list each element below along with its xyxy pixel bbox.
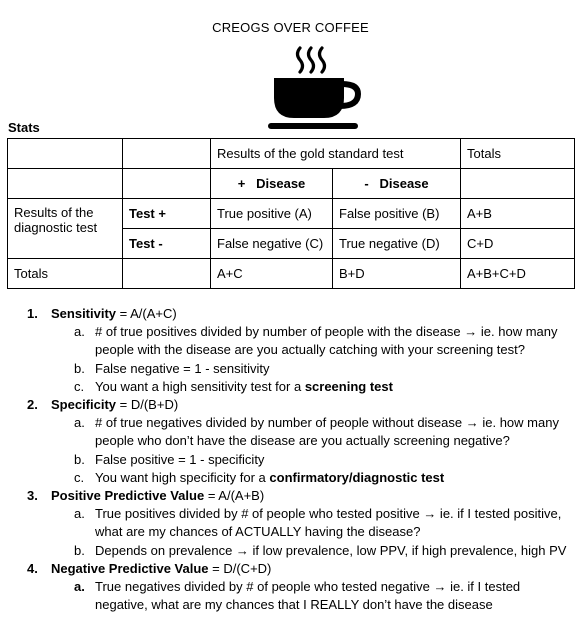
subitem-text: # of true positives divided by number of people with the disease → ie. how many people with the disease are you actually catching with your screening test? <box>95 324 558 358</box>
totals-row-label: Totals <box>8 259 123 289</box>
formula: = A/(A+C) <box>116 306 177 321</box>
totals-header: Totals <box>461 139 575 169</box>
table-cell <box>123 139 211 169</box>
list-number: 3. <box>27 488 38 504</box>
list-letter: b. <box>74 360 85 376</box>
term-specificity: Specificity <box>51 397 117 413</box>
subitem-text: Depends on prevalence → if low prevalence, low PPV, if high prevalence, high PV <box>95 542 567 558</box>
true-negative-cell: True negative (D) <box>333 229 461 259</box>
row-total-positive: A+B <box>461 199 575 229</box>
section-label-stats: Stats <box>8 120 40 135</box>
list-letter: c. <box>74 469 85 485</box>
list-subitem <box>0 360 581 378</box>
emphasis-text: confirmatory/diagnostic test <box>269 469 445 485</box>
subitem-text: False negative = 1 - sensitivity <box>95 360 270 376</box>
test-positive-label: Test + <box>123 199 211 229</box>
list-subitem <box>0 378 581 396</box>
table-row <box>8 199 575 229</box>
list-letter: a. <box>74 506 85 522</box>
table-cell <box>123 259 211 289</box>
list-subitem <box>0 323 581 359</box>
disease-negative-header: - Disease <box>333 169 461 199</box>
definitions-list <box>0 305 581 614</box>
list-letter: a. <box>74 415 85 431</box>
list-letter: c. <box>74 378 85 394</box>
table-cell <box>123 169 211 199</box>
subitem-text: True negatives divided by # of people who tested negative → ie. if I tested negative, what are my chances that I REALLY don’t have the disease <box>95 579 521 613</box>
formula: = A/(A+B) <box>204 488 265 504</box>
stats-table <box>7 138 575 289</box>
term-sensitivity: Sensitivity <box>51 306 117 321</box>
formula: = D/(B+D) <box>116 397 179 413</box>
formula: = D/(C+D) <box>208 560 272 576</box>
list-number: 2. <box>27 397 38 413</box>
subitem-text: You want high specificity for a <box>95 469 270 485</box>
disease-positive-header: + Disease <box>211 169 333 199</box>
list-subitem <box>0 414 581 450</box>
row-total-negative: C+D <box>461 229 575 259</box>
emphasis-text: screening test <box>304 378 393 394</box>
true-positive-cell: True positive (A) <box>211 199 333 229</box>
list-letter: b. <box>74 542 85 558</box>
gold-standard-header: Results of the gold standard test <box>211 139 461 169</box>
table-row <box>8 139 575 169</box>
list-number: 1. <box>27 306 38 321</box>
list-number: 4. <box>27 560 38 576</box>
document-title: CREOGS OVER COFFEE <box>212 20 369 35</box>
table-cell <box>8 139 123 169</box>
coffee-cup-icon <box>266 44 362 134</box>
false-negative-cell: False negative (C) <box>211 229 333 259</box>
subitem-text: False positive = 1 - specificity <box>95 451 265 467</box>
diagnostic-test-label: Results of the diagnostic test <box>8 199 123 259</box>
subitem-text: # of true negatives divided by number of people without disease → ie. how many people who don’t have the disease are you actually screening negative? <box>95 415 559 449</box>
list-subitem <box>0 578 581 614</box>
list-letter: a. <box>74 579 85 595</box>
table-row <box>8 169 575 199</box>
list-item-specificity <box>0 396 581 414</box>
list-subitem <box>0 451 581 469</box>
list-subitem <box>0 505 581 541</box>
term-npv: Negative Predictive Value <box>51 560 209 576</box>
subitem-text: You want a high sensitivity test for a <box>95 378 305 394</box>
list-subitem <box>0 469 581 487</box>
table-cell <box>8 169 123 199</box>
subitem-text: True positives divided by # of people who tested positive → ie. if I tested positive, what are my chances of ACTUALLY having the disease? <box>95 506 562 540</box>
list-item-npv <box>0 560 581 578</box>
list-item-ppv <box>0 487 581 505</box>
table-cell <box>461 169 575 199</box>
list-item-sensitivity <box>0 305 581 323</box>
table-row <box>8 259 575 289</box>
list-subitem <box>0 542 581 560</box>
false-positive-cell: False positive (B) <box>333 199 461 229</box>
list-letter: b. <box>74 451 85 467</box>
column-total-no-disease: B+D <box>333 259 461 289</box>
test-negative-label: Test - <box>123 229 211 259</box>
term-ppv: Positive Predictive Value <box>51 488 205 504</box>
column-total-disease: A+C <box>211 259 333 289</box>
list-letter: a. <box>74 324 85 340</box>
grand-total: A+B+C+D <box>461 259 575 289</box>
